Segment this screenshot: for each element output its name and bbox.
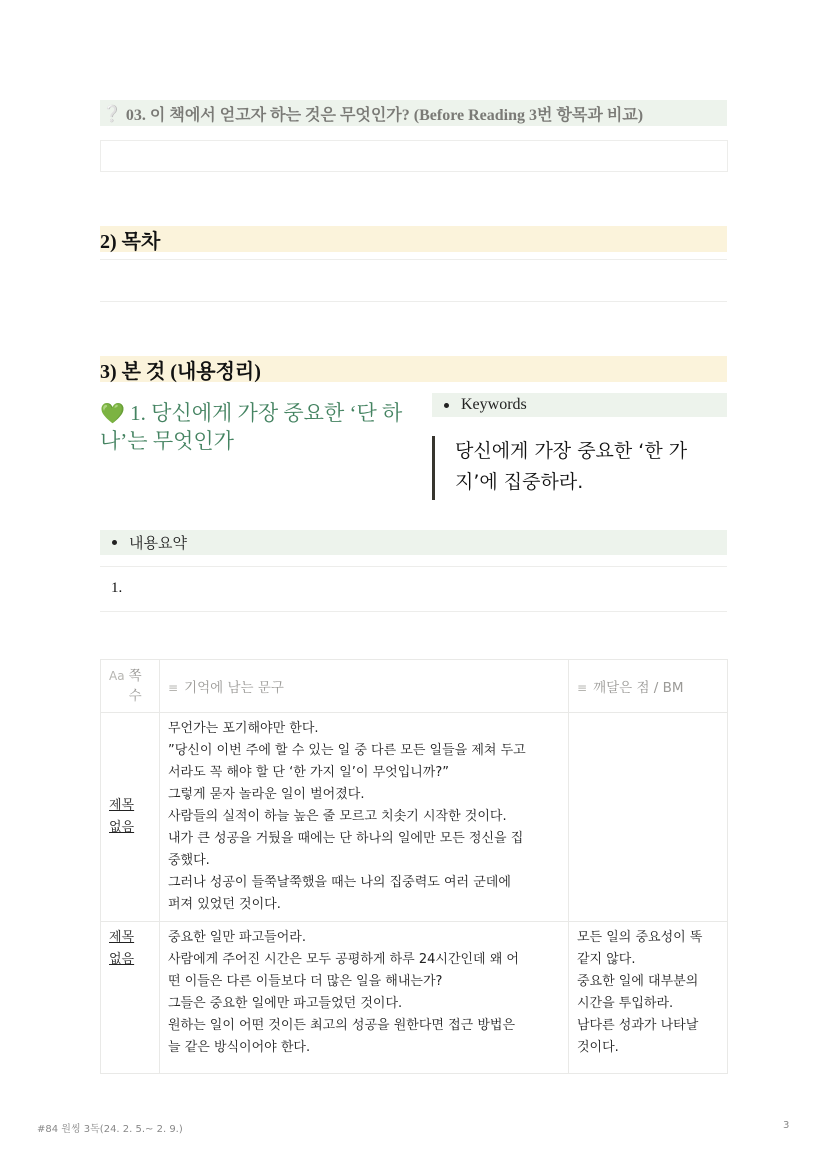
- quote-line: 원하는 일이 어떤 것이든 최고의 성공을 원한다면 접근 방법은: [168, 1018, 516, 1033]
- text-property-icon: ≡: [168, 681, 179, 695]
- chapter-title-line: 나’는 무엇인가: [100, 429, 234, 453]
- insight-line: 같지 않다.: [577, 952, 636, 967]
- bullet-icon: [112, 540, 117, 545]
- quote-line: 당신에게 가장 중요한 ‘한 가: [455, 440, 688, 462]
- section-title: 2) 목차: [100, 230, 161, 253]
- quote-line: 그들은 중요한 일에만 파고들었던 것이다.: [168, 996, 403, 1011]
- column-header-page[interactable]: [101, 660, 160, 713]
- page-cell[interactable]: [101, 922, 160, 1074]
- numbered-list-item[interactable]: 1.: [111, 580, 123, 596]
- divider: [100, 566, 727, 567]
- quote-cell[interactable]: [160, 713, 569, 922]
- section-heading-summary: [100, 356, 727, 382]
- section-title: 3) 본 것 (내용정리): [100, 360, 261, 383]
- quote-line: 무언가는 포기해야만 한다.: [168, 721, 319, 736]
- quote-line: 서라도 꼭 해야 할 단 ‘한 가지 일’이 무엇입니까?”: [168, 765, 450, 780]
- summary-toggle[interactable]: [100, 530, 727, 555]
- notes-table: [100, 659, 728, 1074]
- green-heart-icon: 💚: [100, 403, 125, 425]
- quote-line: 내가 큰 성공을 거뒀을 때에는 단 하나의 일에만 모든 정신을 집: [168, 831, 524, 846]
- question-mark-icon: ❔: [102, 103, 122, 123]
- answer-box[interactable]: [100, 140, 728, 172]
- quote-cell[interactable]: [160, 922, 569, 1074]
- insight-line: 모든 일의 중요성이 똑: [577, 930, 703, 945]
- divider: [100, 611, 727, 612]
- insight-cell[interactable]: [569, 713, 728, 922]
- quote-line: 그렇게 묻자 놀라운 일이 벌어졌다.: [168, 787, 365, 802]
- column-header-quote[interactable]: [160, 660, 569, 713]
- insight-line: 것이다.: [577, 1040, 619, 1055]
- section-heading-toc: [100, 226, 727, 252]
- chapter-heading: [100, 400, 410, 455]
- quote-line: 퍼져 있었던 것이다.: [168, 897, 281, 912]
- insight-line: 시간을 투입하라.: [577, 996, 674, 1011]
- quote-line: 사람들의 실적이 하늘 높은 줄 모르고 치솟기 시작한 것이다.: [168, 809, 507, 824]
- title-property-icon: Aa: [109, 669, 125, 683]
- summary-label: 내용요약: [129, 534, 187, 552]
- text-property-icon: ≡: [577, 681, 588, 695]
- table-row[interactable]: [101, 922, 728, 1074]
- page-number: 3: [783, 1120, 790, 1131]
- page-title[interactable]: 제목 없음: [109, 798, 135, 835]
- column-label: 기억에 남는 문구: [184, 680, 284, 696]
- insight-line: 남다른 성과가 나타날: [577, 1018, 699, 1033]
- keywords-toggle[interactable]: [432, 393, 727, 417]
- quote-line: 늘 같은 방식이어야 한다.: [168, 1040, 311, 1055]
- table-header-row: [101, 660, 728, 713]
- quote-line: 그러나 성공이 들쭉날쭉했을 때는 나의 집중력도 여러 군데에: [168, 875, 511, 890]
- footer-document-title: #84 원씽 3독(24. 2. 5.~ 2. 9.): [37, 1124, 183, 1135]
- chapter-title-line: 1. 당신에게 가장 중요한 ‘단 하: [130, 401, 403, 425]
- divider: [100, 301, 727, 302]
- quote-line: 지’에 집중하라.: [455, 471, 584, 493]
- table-row[interactable]: [101, 713, 728, 922]
- keyword-quote: [432, 436, 712, 500]
- column-header-insight[interactable]: [569, 660, 728, 713]
- quote-line: 사람에게 주어진 시간은 모두 공평하게 하루 24시간인데 왜 어: [168, 952, 519, 967]
- bullet-icon: [444, 403, 449, 408]
- insight-cell[interactable]: [569, 922, 728, 1074]
- divider: [100, 259, 727, 260]
- quote-line: ”당신이 이번 주에 할 수 있는 일 중 다른 모든 일들을 제쳐 두고: [168, 743, 526, 758]
- quote-line: 중했다.: [168, 853, 210, 868]
- insight-line: 중요한 일에 대부분의: [577, 974, 699, 989]
- question-text: 03. 이 책에서 얻고자 하는 것은 무엇인가? (Before Reading 3번 항목과 비교): [125, 106, 644, 124]
- quote-line: 떤 이들은 다른 이들보다 더 많은 일을 해내는가?: [168, 974, 443, 989]
- question-block: [100, 100, 727, 126]
- column-label: 쪽수: [128, 668, 142, 704]
- column-label: 깨달은 점 / BM: [593, 680, 684, 696]
- keywords-label: Keywords: [461, 396, 527, 413]
- page-cell[interactable]: [101, 713, 160, 922]
- quote-line: 중요한 일만 파고들어라.: [168, 930, 306, 945]
- page-title[interactable]: 제목 없음: [109, 930, 135, 967]
